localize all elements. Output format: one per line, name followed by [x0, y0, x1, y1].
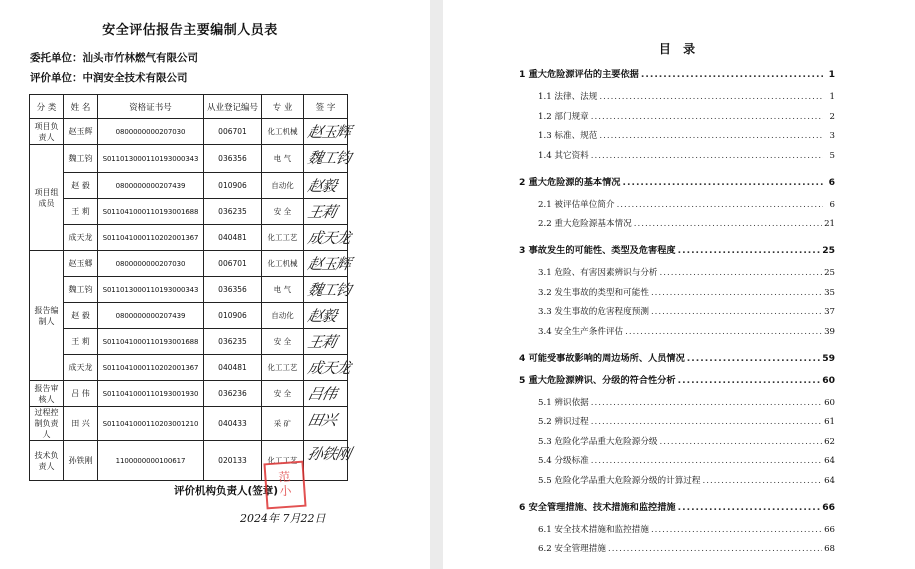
name-cell: 田 兴: [64, 407, 98, 441]
client-label: 委托单位：: [30, 52, 83, 64]
staff-page: [0, 0, 430, 569]
toc-leader-dots: [678, 245, 821, 256]
toc-section-entry[interactable]: [538, 415, 835, 427]
toc-page-number: 25: [824, 268, 835, 278]
handwritten-signature: 赵玉辉: [305, 255, 352, 273]
toc-page-number: 1: [828, 69, 835, 80]
toc-section-entry[interactable]: [538, 110, 835, 122]
reg-cell: 036235: [204, 199, 262, 225]
header-major: 专 业: [262, 95, 304, 119]
name-cell: 赵玉郷: [64, 251, 98, 277]
table-row: [30, 251, 348, 277]
seal-stamp: [263, 461, 306, 510]
toc-entry-label: 3 事故发生的可能性、类型及危害程度: [519, 245, 676, 256]
toc-entry-label: 5.5 危险化学品重大危险源分级的计算过程: [538, 475, 701, 486]
signature-cell: [304, 277, 352, 303]
cert-cell: 0800000000207439: [98, 303, 204, 329]
toc-section-entry[interactable]: [538, 266, 835, 278]
table-row: [30, 173, 348, 199]
page-title: 安全评估报告主要编制人员表: [102, 23, 278, 38]
toc-section-entry[interactable]: [538, 286, 835, 298]
category-cell: 报告编制人: [30, 251, 64, 381]
table-row: [30, 407, 348, 441]
handwritten-signature: 魏工钧: [305, 281, 352, 299]
toc-entry-label: 5.4 分级标准: [538, 456, 589, 466]
toc-page-number: 2: [829, 111, 835, 122]
toc-section-entry[interactable]: [538, 198, 835, 210]
toc-leader-dots: [678, 502, 821, 513]
name-cell: 成天龙: [64, 225, 98, 251]
signature-cell: [304, 145, 352, 173]
reg-cell: 036356: [204, 277, 262, 303]
assessor-value: 中润安全技术有限公司: [82, 72, 188, 84]
toc-leader-dots: [687, 353, 820, 364]
toc-entry-label: 3.3 发生事故的危害程度预测: [538, 307, 649, 317]
footer-label: 评价机构负责人(签章): [174, 485, 279, 497]
toc-entry-label: 1.4 其它资料: [538, 150, 589, 161]
handwritten-signature: 田兴: [305, 411, 338, 429]
table-row: [30, 355, 348, 381]
table-row: [30, 119, 348, 145]
toc-chapter-entry[interactable]: [519, 174, 835, 188]
toc-entry-label: 5.3 危险化学品重大危险源分级: [538, 436, 658, 447]
category-cell: 过程控制负责人: [30, 407, 64, 441]
major-cell: 化工工艺: [262, 225, 304, 251]
handwritten-signature: 吕伟: [305, 385, 338, 403]
reg-cell: 040433: [204, 407, 262, 441]
signature-cell: [304, 251, 352, 277]
toc-leader-dots: [660, 437, 823, 447]
toc-page-number: 60: [822, 374, 835, 386]
signature-cell: [304, 225, 352, 251]
toc-page-number: 39: [824, 326, 835, 337]
reg-cell: 010906: [204, 173, 262, 199]
table-row: [30, 199, 348, 225]
table-row: [30, 145, 348, 173]
name-cell: 赵 毅: [64, 303, 98, 329]
handwritten-signature: 孙铁刚: [305, 445, 352, 463]
cert-cell: 0800000000207030: [98, 119, 204, 145]
major-cell: 电 气: [262, 145, 304, 173]
toc-section-entry[interactable]: [538, 435, 835, 447]
major-cell: 电 气: [262, 277, 304, 303]
signature-cell: [304, 329, 348, 355]
assessor-label: 评价单位：: [30, 72, 83, 84]
toc-chapter-entry[interactable]: [519, 372, 835, 386]
toc-page-number: 62: [824, 436, 835, 447]
table-header-row: [30, 95, 348, 119]
toc-page-number: 66: [822, 501, 835, 513]
reg-cell: 036235: [204, 329, 262, 355]
toc-section-entry[interactable]: [538, 454, 835, 466]
toc-entry-label: 2.2 重大危险源基本情况: [538, 219, 632, 229]
stamp-char: 范: [277, 469, 291, 485]
header-name: 姓 名: [64, 95, 98, 119]
toc-section-entry[interactable]: [538, 396, 835, 408]
toc-leader-dots: [591, 456, 822, 466]
toc-chapter-entry[interactable]: [519, 66, 835, 80]
signature-cell: [304, 119, 352, 145]
toc-page: [443, 0, 915, 569]
toc-section-entry[interactable]: [538, 149, 835, 161]
major-cell: 化工机械: [262, 251, 304, 277]
handwritten-signature: 赵毅: [305, 177, 338, 195]
toc-leader-dots: [617, 200, 823, 210]
client-value: 汕头市竹林燃气有限公司: [82, 52, 198, 64]
toc-entry-label: 2.1 被评估单位简介: [538, 199, 615, 210]
cert-cell: S011041000110193001688: [98, 199, 204, 225]
toc-leader-dots: [651, 288, 822, 298]
toc-section-entry[interactable]: [538, 129, 835, 141]
major-cell: 采 矿: [262, 407, 304, 441]
cert-cell: S011041000110202001367: [98, 355, 204, 381]
toc-leader-dots: [678, 375, 821, 386]
toc-entry-label: 3.2 发生事故的类型和可能性: [538, 287, 649, 298]
toc-section-entry[interactable]: [538, 217, 835, 229]
major-cell: 安 全: [262, 381, 304, 407]
category-cell: 项目负责人: [30, 119, 64, 145]
toc-page-number: 37: [824, 307, 835, 317]
toc-entry-label: 6.2 安全管理措施: [538, 544, 606, 554]
table-row: [30, 329, 348, 355]
cert-cell: S011041000110202001367: [98, 225, 204, 251]
toc-leader-dots: [591, 398, 822, 408]
toc-page-number: 68: [824, 544, 835, 554]
cert-cell: S011041000110203001210: [98, 407, 204, 441]
toc-page-number: 3: [829, 131, 835, 141]
toc-entry-label: 1.3 标准、规范: [538, 131, 598, 141]
toc-leader-dots: [622, 177, 823, 188]
table-row: [30, 277, 348, 303]
reg-cell: 020133: [204, 441, 262, 481]
cert-cell: S011013000110193000343: [98, 277, 204, 303]
staff-table: [29, 94, 352, 481]
handwritten-signature: 赵毅: [305, 307, 338, 325]
toc-leader-dots: [634, 219, 822, 229]
toc-section-entry[interactable]: [538, 523, 835, 535]
toc-entry-label: 3.1 危险、有害因素辨识与分析: [538, 268, 658, 278]
major-cell: 化工工艺: [262, 441, 304, 481]
toc-entry-label: 2 重大危险源的基本情况: [519, 176, 621, 188]
toc-title: 目 录: [658, 42, 700, 56]
signature-cell: [304, 407, 348, 441]
header-reg: 从业登记编号: [204, 95, 262, 119]
staff-table-body: [30, 119, 352, 481]
reg-cell: 036356: [204, 145, 262, 173]
handwritten-signature: 王莉: [305, 333, 338, 351]
major-cell: 安 全: [262, 199, 304, 225]
table-row: [30, 381, 348, 407]
sign-date: 2024年 7月22日: [240, 512, 326, 525]
toc-entry-label: 5.2 辨识过程: [538, 417, 589, 427]
toc-entry-label: 6 安全管理措施、技术措施和监控措施: [519, 501, 676, 513]
toc-section-entry[interactable]: [538, 90, 835, 102]
reg-cell: 036236: [204, 381, 262, 407]
signature-cell: [304, 381, 348, 407]
toc-page-number: 6: [829, 199, 835, 210]
name-cell: 成天龙: [64, 355, 98, 381]
table-row: [30, 225, 348, 251]
handwritten-signature: 成天龙: [305, 359, 352, 377]
name-cell: 赵玉辉: [64, 119, 98, 145]
name-cell: 魏工钧: [64, 277, 98, 303]
toc-chapter-entry[interactable]: [519, 350, 835, 364]
header-signature: 签 字: [304, 95, 348, 119]
toc-leader-dots: [660, 268, 823, 278]
signature-cell: [304, 355, 352, 381]
category-cell: 报告审核人: [30, 381, 64, 407]
toc-chapter-entry[interactable]: [519, 242, 835, 256]
toc-page-number: 60: [824, 397, 835, 408]
toc-leader-dots: [591, 151, 823, 161]
signature-cell: [304, 173, 348, 199]
toc-leader-dots: [608, 544, 822, 554]
toc-leader-dots: [599, 92, 823, 102]
toc-entry-label: 1 重大危险源评估的主要依据: [519, 69, 639, 80]
name-cell: 赵 毅: [64, 173, 98, 199]
name-cell: 魏工钧: [64, 145, 98, 173]
signature-cell: [304, 303, 348, 329]
toc-section-entry[interactable]: [538, 325, 835, 337]
toc-page-number: 35: [824, 287, 835, 298]
stamp-char: 小: [278, 483, 292, 499]
toc-page-number: 64: [824, 456, 835, 466]
category-cell: 项目组成员: [30, 145, 64, 251]
major-cell: 安 全: [262, 329, 304, 355]
toc-section-entry[interactable]: [538, 474, 835, 486]
name-cell: 王 莉: [64, 329, 98, 355]
toc-entry-label: 3.4 安全生产条件评估: [538, 326, 624, 337]
category-cell: 技术负责人: [30, 441, 64, 481]
toc-leader-dots: [703, 476, 823, 486]
cert-cell: 0800000000207030: [98, 251, 204, 277]
toc-page-number: 6: [828, 176, 835, 188]
header-cert: 资格证书号: [98, 95, 204, 119]
toc-entry-label: 5.1 辨识依据: [538, 397, 589, 408]
table-row: [30, 303, 348, 329]
toc-page-number: 61: [824, 417, 835, 427]
signature-cell: [304, 441, 352, 481]
toc-leader-dots: [591, 112, 823, 122]
name-cell: 孙铁刚: [64, 441, 98, 481]
toc-page-number: 59: [822, 352, 835, 364]
major-cell: 自动化: [262, 303, 304, 329]
cert-cell: 1100000000100617: [98, 441, 204, 481]
header-category: 分 类: [30, 95, 64, 119]
toc-leader-dots: [591, 417, 822, 427]
handwritten-signature: 赵玉辉: [305, 123, 352, 141]
reg-cell: 006701: [204, 251, 262, 277]
assessor-line: [30, 70, 188, 85]
toc-page-number: 21: [824, 219, 835, 229]
toc-entry-label: 4 可能受事故影响的周边场所、人员情况: [519, 352, 685, 364]
toc-entry-label: 1.1 法律、法规: [538, 92, 598, 102]
reg-cell: 010906: [204, 303, 262, 329]
major-cell: 化工机械: [262, 119, 304, 145]
cert-cell: S011041000110193001930: [98, 381, 204, 407]
client-line: [30, 50, 198, 65]
handwritten-signature: 成天龙: [305, 229, 352, 247]
cert-cell: S011041000110193001688: [98, 329, 204, 355]
signature-cell: [304, 199, 348, 225]
toc-page-number: 25: [822, 245, 835, 256]
cert-cell: 0800000000207439: [98, 173, 204, 199]
toc-section-entry[interactable]: [538, 305, 835, 317]
reg-cell: 040481: [204, 355, 262, 381]
name-cell: 吕 伟: [64, 381, 98, 407]
toc-leader-dots: [599, 131, 823, 141]
toc-entry-label: 5 重大危险源辨识、分级的符合性分析: [519, 374, 676, 386]
toc-entry-label: 6.1 安全技术措施和监控措施: [538, 524, 649, 535]
major-cell: 化工工艺: [262, 355, 304, 381]
toc-page-number: 1: [829, 92, 835, 102]
toc-chapter-entry[interactable]: [519, 499, 835, 513]
cert-cell: S011013000110193000343: [98, 145, 204, 173]
name-cell: 王 莉: [64, 199, 98, 225]
major-cell: 自动化: [262, 173, 304, 199]
handwritten-signature: 王莉: [305, 203, 338, 221]
toc-page-number: 64: [824, 475, 835, 486]
reg-cell: 040481: [204, 225, 262, 251]
reg-cell: 006701: [204, 119, 262, 145]
toc-leader-dots: [651, 525, 822, 535]
toc-page-number: 66: [824, 524, 835, 535]
toc-leader-dots: [641, 69, 823, 80]
toc-page-number: 5: [829, 150, 835, 161]
toc-section-entry[interactable]: [538, 542, 835, 554]
toc-entry-label: 1.2 部门规章: [538, 111, 589, 122]
toc-leader-dots: [625, 327, 822, 337]
handwritten-signature: 魏工钧: [305, 149, 352, 167]
toc-leader-dots: [651, 307, 822, 317]
